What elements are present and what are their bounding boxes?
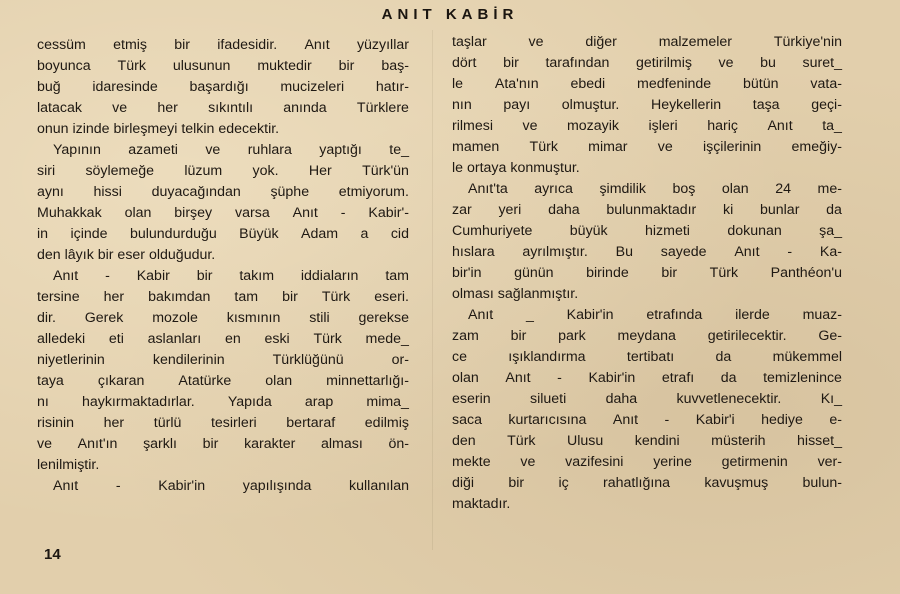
text-line: taşlar ve diğer malzemeler Türkiye'nin <box>452 34 842 50</box>
text-line: lenilmiştir. <box>37 457 100 473</box>
text-line: tersine her bakımdan tam bir Türk eseri. <box>37 289 409 305</box>
text-line: maktadır. <box>452 496 511 512</box>
text-line: olması sağlanmıştır. <box>452 286 579 302</box>
text-line: mekte ve vazifesini yerine getirmenin ver- <box>452 454 842 470</box>
right-column <box>452 32 842 515</box>
text-line: den Türk Ulusu kendini müsterih hisset_ <box>452 433 842 449</box>
text-line: risinin her türlü tesirleri bertaraf edilmiş <box>37 415 409 431</box>
text-line: Anıt'ta ayrıca şimdilik boş olan 24 me- <box>468 181 842 197</box>
text-line: alledeki eti aslanları en eski Türk mede_ <box>37 331 409 347</box>
text-line: Anıt _ Kabir'in etrafında ilerde muaz- <box>468 307 842 323</box>
page-number: 14 <box>44 546 61 563</box>
text-line: nı haykırmaktadırlar. Yapıda arap mima_ <box>37 394 409 410</box>
text-line: in içinde bulundurduğu Büyük Adam a cid <box>37 226 409 242</box>
text-line: dir. Gerek mozole kısmının stili gerekse <box>37 310 409 326</box>
text-line: ve Anıt'ın şarklı bir karakter alması ön- <box>37 436 409 452</box>
text-line: Muhakkak olan birşey varsa Anıt - Kabir'- <box>37 205 409 221</box>
page-title: ANIT KABİR <box>381 6 519 23</box>
text-line: mamen Türk mimar ve işçilerinin emeğiy- <box>452 139 842 155</box>
text-line: le Ata'nın ebedi medfeninde bütün vata- <box>452 76 842 92</box>
text-line: Anıt - Kabir'in yapılışında kullanılan <box>53 478 409 494</box>
text-line: niyetlerinin kendilerinin Türklüğünü or- <box>37 352 409 368</box>
text-line: saca kurtarıcısına Anıt - Kabir'i hediye e- <box>452 412 842 428</box>
text-line: zar yeri daha bulunmaktadır ki bunlar da <box>452 202 842 218</box>
text-line: aynı hissi duyacağından şüphe etmiyorum. <box>37 184 409 200</box>
column-gutter <box>432 30 433 550</box>
text-line: den lâyık bir eser olduğudur. <box>37 247 216 263</box>
text-line: Anıt - Kabir bir takım iddiaların tam <box>53 268 409 284</box>
text-line: diği bir iç rahatlığına kavuşmuş bulun- <box>452 475 842 491</box>
text-line: nın payı olmuştur. Heykellerin taşa geçi- <box>452 97 842 113</box>
text-line: bir'in günün birinde bir Türk Panthéon'u <box>452 265 842 281</box>
text-line: Yapının azameti ve ruhlara yaptığı te_ <box>53 142 409 158</box>
text-line: ce ışıklandırma tertibatı da mükemmel <box>452 349 842 365</box>
text-line: boyunca Türk ulusunun muktedir bir baş- <box>37 58 409 74</box>
text-line: taya çıkaran Atatürke olan minnettarlığı- <box>37 373 409 389</box>
text-line: onun izinde birleşmeyi telkin edecektir. <box>37 121 280 137</box>
left-column <box>37 35 409 497</box>
text-line: rilmesi ve mozayik işleri hariç Anıt ta_ <box>452 118 842 134</box>
text-line: zam bir park meydana getirilecektir. Ge- <box>452 328 842 344</box>
text-line: dört bir tarafından getirilmiş ve bu suret_ <box>452 55 842 71</box>
text-line: hıslara ayrılmıştır. Bu sayede Anıt - Ka- <box>452 244 842 260</box>
text-line: siri söylemeğe lüzum yok. Her Türk'ün <box>37 163 409 179</box>
text-line: cessüm etmiş bir ifadesidir. Anıt yüzyıllar <box>37 37 409 53</box>
text-line: buğ idaresinde başardığı mucizeleri hatır- <box>37 79 409 95</box>
text-line: eserin silueti daha kuvvetlenecektir. Kı_ <box>452 391 842 407</box>
text-line: olan Anıt - Kabir'in etrafı da temizlenince <box>452 370 842 386</box>
text-line: latacak ve her sıkıntılı anında Türklere <box>37 100 409 116</box>
text-line: Cumhuriyete büyük hizmeti dokunan şa_ <box>452 223 842 239</box>
text-line: le ortaya konmuştur. <box>452 160 580 176</box>
